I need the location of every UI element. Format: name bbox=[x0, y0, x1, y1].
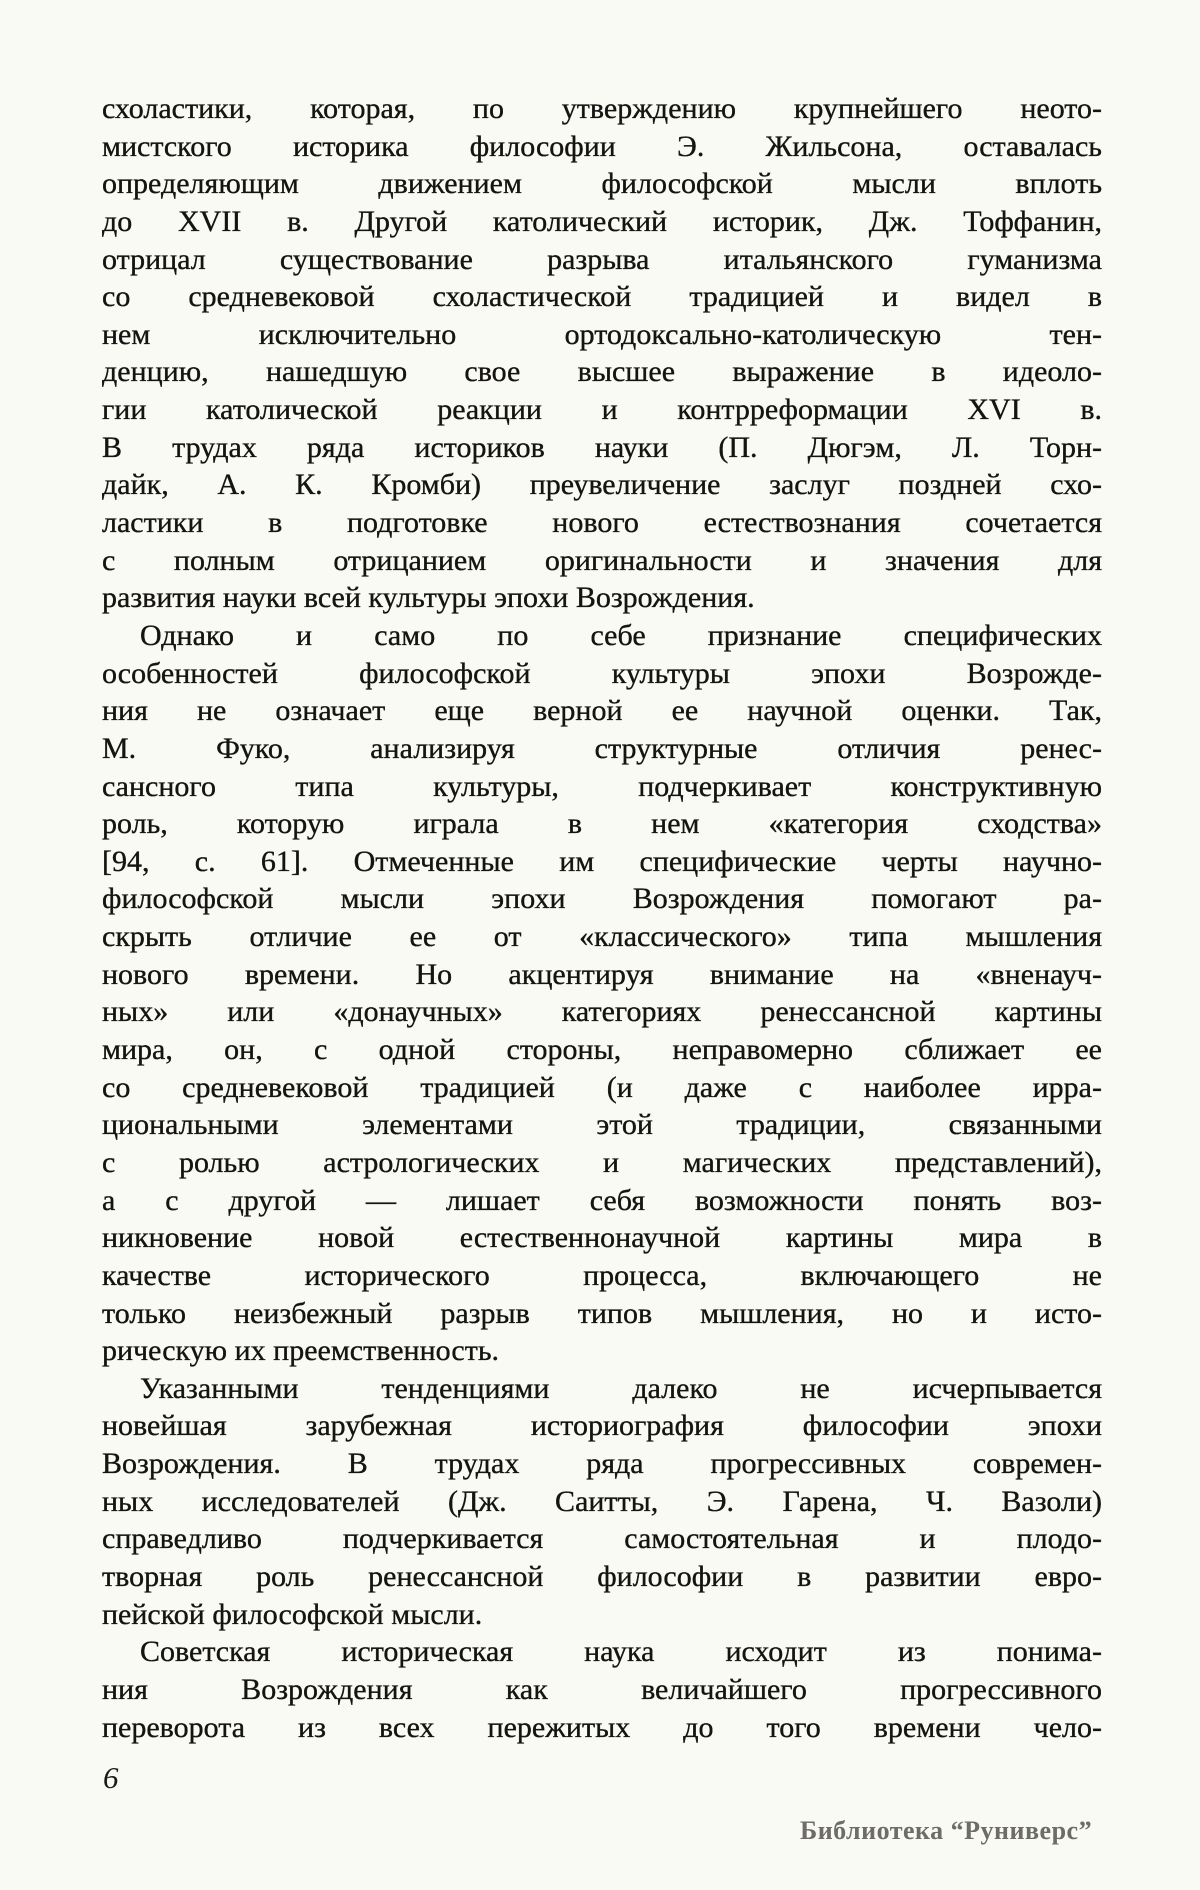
text-line: мистского историка философии Э. Жильсона, оставалась bbox=[102, 129, 1102, 163]
text-line: Указанными тенденциями далеко не исчерпывается bbox=[140, 1371, 1102, 1405]
text-line: гии католической реакции и контрреформации XVI в. bbox=[102, 393, 1102, 427]
text-line: развития науки всей культуры эпохи Возрождения. bbox=[102, 581, 755, 615]
text-line: Однако и само по себе признание специфических bbox=[140, 618, 1102, 652]
text-line: никновение новой естественнонаучной картины мира в bbox=[102, 1221, 1102, 1255]
text-line: М. Фуко, анализируя структурные отличия ренес- bbox=[102, 731, 1102, 765]
paragraph bbox=[102, 1370, 1102, 1633]
text-line: роль, которую играла в нем «категория сходства» bbox=[102, 807, 1102, 841]
text-line: пейской философской мысли. bbox=[102, 1597, 483, 1631]
text-line: только неизбежный разрыв типов мышления, но и исто- bbox=[102, 1296, 1102, 1330]
text-line: схоластики, которая, по утверждению крупнейшего неото- bbox=[102, 92, 1102, 125]
text-line: ных» или «донаучных» категориях ренессансной картины bbox=[102, 995, 1102, 1029]
text-line: отрицал существование разрыва итальянского гуманизма bbox=[102, 242, 1102, 276]
text-line: рическую их преемственность. bbox=[102, 1334, 500, 1368]
text-line: со средневековой традицией (и даже с наиболее ирра- bbox=[102, 1070, 1102, 1104]
text-line: дайк, А. К. Кромби) преувеличение заслуг поздней схо- bbox=[102, 468, 1102, 502]
text-line: нового времени. Но акцентируя внимание на «вненауч- bbox=[102, 957, 1102, 991]
text-line: до XVII в. Другой католический историк, Дж. Тоффанин, bbox=[102, 204, 1102, 238]
text-line: ластики в подготовке нового естествознания сочетается bbox=[102, 506, 1102, 540]
text-line: с ролью астрологических и магических представлений), bbox=[102, 1145, 1102, 1179]
text-line: определяющим движением философской мысли вплоть bbox=[102, 167, 1102, 201]
text-line: новейшая зарубежная историография философии эпохи bbox=[102, 1409, 1102, 1443]
text-line: ния Возрождения как величайшего прогрессивного bbox=[102, 1672, 1102, 1706]
text-line: со средневековой схоластической традицией и видел в bbox=[102, 280, 1102, 314]
text-line: качестве исторического процесса, включающего не bbox=[102, 1258, 1102, 1292]
text-line: справедливо подчеркивается самостоятельная и плодо- bbox=[102, 1522, 1102, 1556]
text-line: творная роль ренессансной философии в развитии евро- bbox=[102, 1559, 1102, 1593]
page-number: 6 bbox=[103, 1760, 119, 1795]
text-line: скрыть отличие ее от «классического» типа мышления bbox=[102, 920, 1102, 954]
text-line: а с другой — лишает себя возможности понять воз- bbox=[102, 1183, 1102, 1217]
paragraph bbox=[102, 90, 1102, 617]
text-line: Возрождения. В трудах ряда прогрессивных современ- bbox=[102, 1447, 1102, 1481]
text-line: циональными элементами этой традиции, связанными bbox=[102, 1108, 1102, 1142]
text-line: Советская историческая наука исходит из понима- bbox=[140, 1635, 1102, 1669]
text-line: [94, с. 61]. Отмеченные им специфические черты научно- bbox=[102, 844, 1102, 878]
paragraph bbox=[102, 617, 1102, 1370]
text-line: В трудах ряда историков науки (П. Дюгэм, Л. Торн- bbox=[102, 430, 1102, 464]
text-line: мира, он, с одной стороны, неправомерно сближает ее bbox=[102, 1033, 1102, 1067]
text-line: с полным отрицанием оригинальности и значения для bbox=[102, 543, 1102, 577]
page-text bbox=[102, 90, 1102, 1746]
text-line: философской мысли эпохи Возрождения помогают ра- bbox=[102, 882, 1102, 916]
library-watermark: Библиотека “Руниверс” bbox=[800, 1816, 1093, 1845]
text-line: переворота из всех пережитых до того времени чело- bbox=[102, 1710, 1102, 1744]
text-line: ных исследователей (Дж. Саитты, Э. Гарена, Ч. Вазоли) bbox=[102, 1484, 1102, 1518]
text-line: нем исключительно ортодоксально-католическую тен- bbox=[102, 317, 1102, 351]
paragraph bbox=[102, 1633, 1102, 1746]
text-line: особенностей философской культуры эпохи Возрожде- bbox=[102, 656, 1102, 690]
text-line: денцию, нашедшую свое высшее выражение в идеоло- bbox=[102, 355, 1102, 389]
text-line: ния не означает еще верной ее научной оценки. Так, bbox=[102, 694, 1102, 728]
text-line: сансного типа культуры, подчеркивает конструктивную bbox=[102, 769, 1102, 803]
